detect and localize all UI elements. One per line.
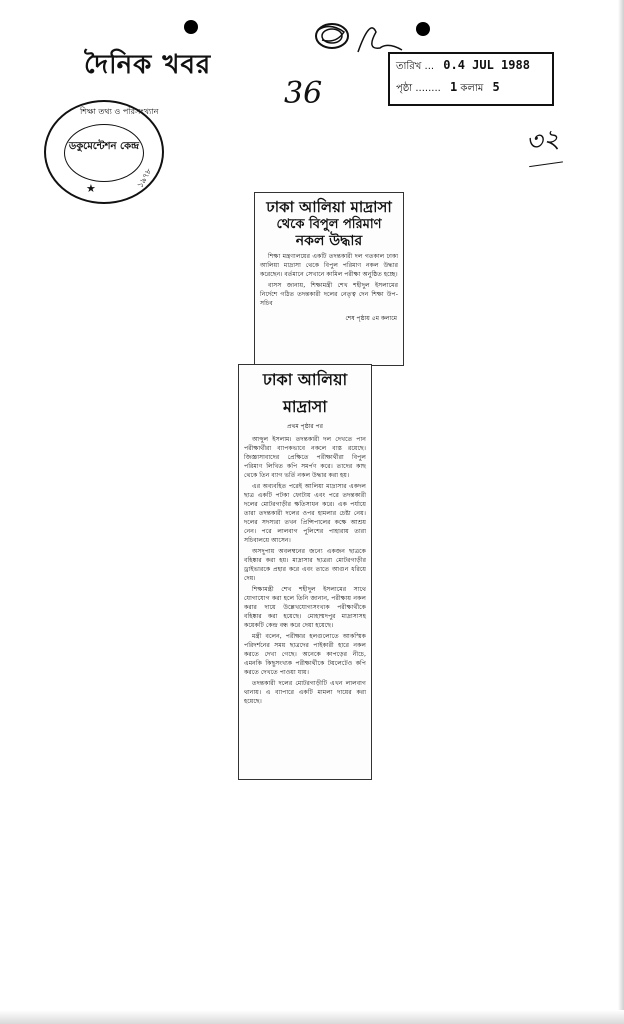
stamp-year: ১৯৭৮ [135, 166, 154, 190]
paragraph: বাসস জানায়, শিক্ষামন্ত্রী শেখ শহীদুল ইসলামের নির্দেশে গঠিত তদন্তকারী দলের নেতৃত্ব দেন শিক্ষা উপ-সচিব [260, 282, 398, 308]
headline-line-2: থেকে বিপুল পরিমাণ [276, 216, 382, 232]
date-stamp-box [388, 52, 554, 106]
continued-from-page: প্রথম পৃষ্ঠার পর [287, 423, 323, 430]
scan-edge-right [618, 0, 624, 1024]
paragraph: তদন্তকারী দলের মোটরগাড়ীটি এখন লালবাগ থানায়। এ ব্যাপারে একটি মামলা দায়ের করা হয়েছে। [244, 679, 366, 705]
paragraph: অসদুপায় অবলম্বনের জন্যে একজন ছাত্রকে বহিষ্কার করা হয়। মাদ্রাসার ছাত্ররা মোটরগাড়ীর ড্রাইভারকে প্রহার করে এবং তাতে আগুন ধরিয়ে দেয়। [244, 547, 366, 582]
paragraph: মন্ত্রী বলেন, পরীক্ষার হলগুলোতে আকস্মিক পরিদর্শনের সময় ছাত্রদের পাইকারী হারে নকল করতে দেখা গেছে। অনেকে কাপড়ের নীচে, এমনকি কিছুসংখ্যক পরীক্ষার্থীকে টয়লেটেও কপি করতে দেখতে পাওয়া যায়। [244, 632, 366, 676]
stamp-inner-ring [64, 124, 144, 182]
handwritten-bengali-number: ৩২ [523, 118, 563, 167]
date-label: তারিখ [396, 61, 422, 72]
punch-hole-right [416, 22, 430, 36]
punch-hole-left [184, 20, 198, 34]
continued-headline: ঢাকা আলিয়া মাদ্রাসা [262, 370, 348, 416]
documentation-center-stamp [44, 100, 164, 204]
scan-edge-bottom [0, 1010, 624, 1024]
paragraph: এর অব্যবহিত পরেই আলিয়া মাদ্রাসার একদল ছাত্র একটি পটকা ফোটায় এবং পরে তদন্তকারী দলের মোটরগাড়ীর ক্ষতিসাধন করে। এক পর্যায়ে তারা তদন্তকারী দলের ওপর হামলার চেষ্টা নেয়। দলের সদস্যরা তখন প্রিন্সিপালের কক্ষে আশ্রয় নেন। পরে লালবাগ পুলিশের পাহারায় তারা সচিবালয়ে আসেন। [244, 482, 366, 544]
news-clipping-continued [238, 364, 372, 780]
headline-line-3: নকল উদ্ধার [295, 232, 363, 249]
date-row: তারিখ ... 0.4 JUL 1988 [396, 58, 530, 72]
continued-note: শেষ পৃষ্ঠায় ৫ম কলামে [345, 315, 397, 323]
date-value: 0.4 JUL 1988 [443, 58, 530, 72]
news-clipping-main [254, 192, 404, 366]
clipping-body [255, 253, 403, 309]
page-column-row: পৃষ্ঠা ........ 1 কলাম 5 [396, 80, 500, 94]
headline-line-1: ঢাকা আলিয়া মাদ্রাসা [266, 198, 392, 216]
handwritten-number: 36 [284, 76, 323, 111]
star-icon: ★ [86, 182, 96, 195]
stamp-ring-text: শিক্ষা তথ্য ও পরিসংখ্যান [80, 107, 159, 116]
paragraph: শিক্ষামন্ত্রী শেখ শহীদুল ইসলামের সাথে যোগাযোগ করা হলে তিনি জানান, পরীক্ষায় নকল করার দায়ে উল্লেখযোগ্যসংখ্যক পরীক্ষার্থীকে বহিষ্কার করা হয়েছে। মোহাম্মদপুর মাদ্রাসাসহ কয়েকটি কেন্দ্র বন্ধ করে দেয়া হয়েছে। [244, 585, 366, 629]
page-value: 1 [450, 80, 458, 94]
newspaper-name: দৈনিক খবর [84, 50, 212, 80]
continued-body [239, 436, 371, 707]
paragraph: শিক্ষা মন্ত্রণালয়ের একটি তদন্তকারী দল গতকাল ঢাকা আলিয়া মাদ্রাসা থেকে বিপুল পরিমাণ নকল উদ্ধার করেছেন। বর্তমানে সেখানে কামিল পরীক্ষা অনুষ্ঠিত হচ্ছে। [260, 253, 398, 279]
column-label: কলাম [460, 83, 484, 94]
column-value: 5 [492, 80, 500, 94]
paragraph: আব্দুল ইসলাম। তদন্তকারী দল দেখতে পান পরীক্ষার্থীরা ব্যাপকভাবে নকলে ব্যস্ত রয়েছে। জিজ্ঞাসাবাদের প্রেক্ষিতে পরীক্ষার্থীরা বিপুল পরিমাণ লিখিত কপি সমর্পণ করে। তাদের কাছ থেকে তিন ব্যাগ ভর্তি নকল উদ্ধার করা হয়। [244, 436, 366, 479]
stamp-center-text: ডকুমেন্টেশন কেন্দ্র [68, 141, 140, 152]
page-label: পৃষ্ঠা [396, 83, 413, 94]
